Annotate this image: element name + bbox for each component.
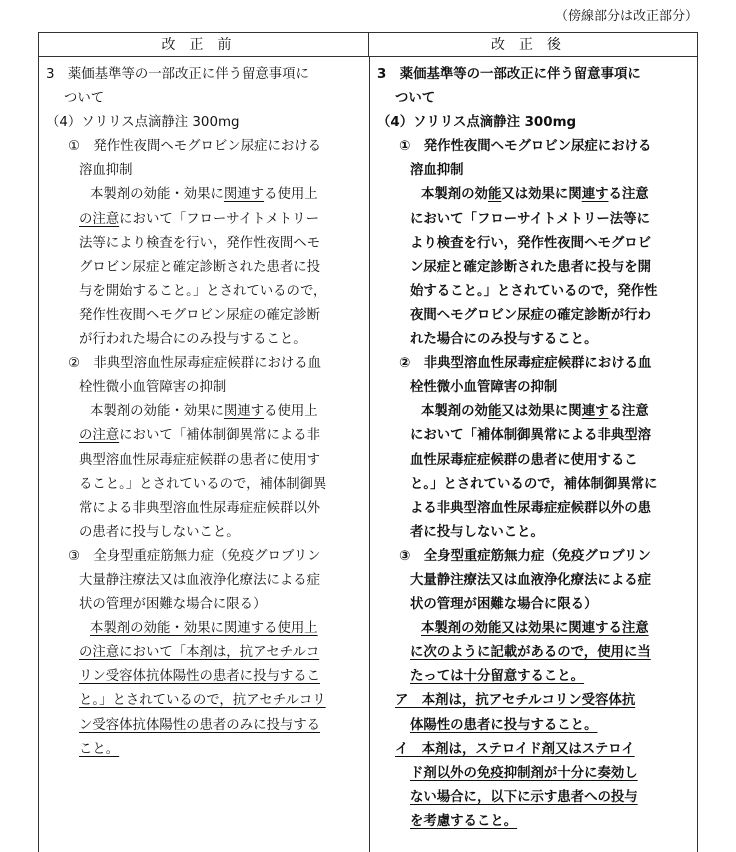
text-line: ① 発作性夜間ヘモグロビン尿症における [68, 139, 322, 155]
text-line: れた場合にのみ投与すること。 [410, 332, 598, 348]
text-line: 者に投与しないこと。 [410, 524, 544, 540]
after-column [377, 63, 695, 834]
text-line: （4）ソリリス点滴静注 300mg [46, 115, 240, 131]
text-line: 3 薬価基準等の一部改正に伴う留意事項に [46, 67, 309, 82]
text-line: ない場合に，以下に示す患者への投与 [410, 789, 638, 805]
text-line: 本製剤の効能・効果に関連する使用上 [90, 621, 318, 637]
text-line: ③ 全身型重症筋無力症（免疫グロブリン [68, 548, 321, 564]
text-line: 体陽性の患者に投与すること。 [410, 717, 598, 733]
text-line: 本製剤の効能又は効果に関連する注意 [421, 404, 649, 420]
text-line: 常による非典型溶血性尿毒症症候群以外 [79, 500, 321, 516]
text-line: ② 非典型溶血性尿毒症症候群における血 [399, 356, 652, 372]
text-line: ア 本剤は，抗アセチルコリン受容体抗 [395, 693, 636, 709]
text-line: 本製剤の効能又は効果に関連する注意 [421, 187, 649, 203]
text-line: の患者に投与しないこと。 [79, 524, 240, 540]
text-line: 本製剤の効能・効果に関連する使用上 [90, 404, 318, 420]
text-line: グロビン尿症と確定診断された患者に投 [79, 259, 321, 275]
text-line: こと。 [79, 741, 120, 757]
text-line: 栓性微小血管障害の抑制 [79, 380, 227, 396]
text-line: 本製剤の効能又は効果に関連する注意 [421, 621, 649, 637]
text-line: の注意において「本剤は，抗アセチルコ [79, 645, 320, 661]
text-line: の注意において「フローサイトメトリー [79, 211, 319, 227]
comparison-table [38, 32, 698, 852]
text-line: 夜間ヘモグロビン尿症の確定診断が行わ [410, 307, 652, 323]
text-line: 溶血抑制 [410, 163, 464, 179]
legend-note: （傍線部分は改正部分） [554, 9, 698, 24]
text-line: ン受容体抗体陽性の患者のみに投与する [79, 717, 321, 733]
text-line: 状の管理が困難な場合に限る） [410, 597, 598, 613]
text-line: より検査を行い，発作性夜間ヘモグロビ [410, 235, 652, 251]
text-line: ② 非典型溶血性尿毒症症候群における血 [68, 356, 322, 372]
text-line: よる非典型溶血性尿毒症症候群以外の患 [410, 500, 652, 516]
text-line: リン受容体抗体陽性の患者に投与するこ [79, 669, 321, 685]
text-line: 血性尿毒症症候群の患者に使用するこ [410, 452, 638, 468]
text-line: 発作性夜間ヘモグロビン尿症の確定診断 [79, 307, 321, 323]
text-line: ③ 全身型重症筋無力症（免疫グロブリン [399, 548, 651, 564]
text-line: イ 本剤は，ステロイド剤又はステロイ [395, 741, 635, 757]
text-line: の注意において「補体制御異常による非 [79, 428, 321, 444]
text-line: において「フローサイトメトリー法等に [410, 211, 650, 227]
text-line: 法等により検査を行い，発作性夜間ヘモ [79, 235, 321, 251]
before-column [46, 63, 366, 762]
header-before: 改正前 [39, 33, 369, 57]
text-line: 栓性微小血管障害の抑制 [410, 380, 558, 396]
text-line: 溶血抑制 [79, 163, 133, 179]
text-line: （4）ソリリス点滴静注 300mg [377, 115, 577, 131]
text-line: と。」とされているので，補体制御異常に [410, 476, 658, 492]
text-line: 大量静注療法又は血液浄化療法による症 [410, 572, 652, 588]
text-line: 与を開始すること。」とされているので， [79, 283, 327, 299]
text-line: ド剤以外の免疫抑制剤が十分に奏効し [410, 765, 638, 781]
text-line: 始すること。」とされているので，発作性 [410, 283, 658, 299]
text-line: 典型溶血性尿毒症症候群の患者に使用す [79, 452, 321, 468]
text-line: が行われた場合にのみ投与すること。 [79, 332, 307, 348]
text-line: 本製剤の効能・効果に関連する使用上 [90, 187, 318, 203]
text-line: ① 発作性夜間ヘモグロビン尿症における [399, 139, 652, 155]
text-line: 大量静注療法又は血液浄化療法による症 [79, 572, 321, 588]
header-after: 改正後 [369, 33, 697, 57]
column-divider [369, 57, 370, 852]
text-line: 3 薬価基準等の一部改正に伴う留意事項に [377, 67, 641, 82]
text-line: ついて [64, 91, 105, 107]
text-line: において「補体制御異常による非典型溶 [410, 428, 652, 444]
text-line: ン尿症と確定診断された患者に投与を開 [410, 259, 652, 275]
text-line: と。」とされているので，抗アセチルコリ [79, 693, 326, 709]
text-line: 状の管理が困難な場合に限る） [79, 597, 267, 613]
text-line: たっては十分留意すること。 [410, 669, 585, 685]
text-line: ること。」とされているので，補体制御異 [79, 476, 327, 492]
text-line: を考慮すること。 [410, 813, 518, 829]
text-line: ついて [395, 91, 436, 107]
text-line: に次のように記載があるので，使用に当 [410, 645, 651, 661]
